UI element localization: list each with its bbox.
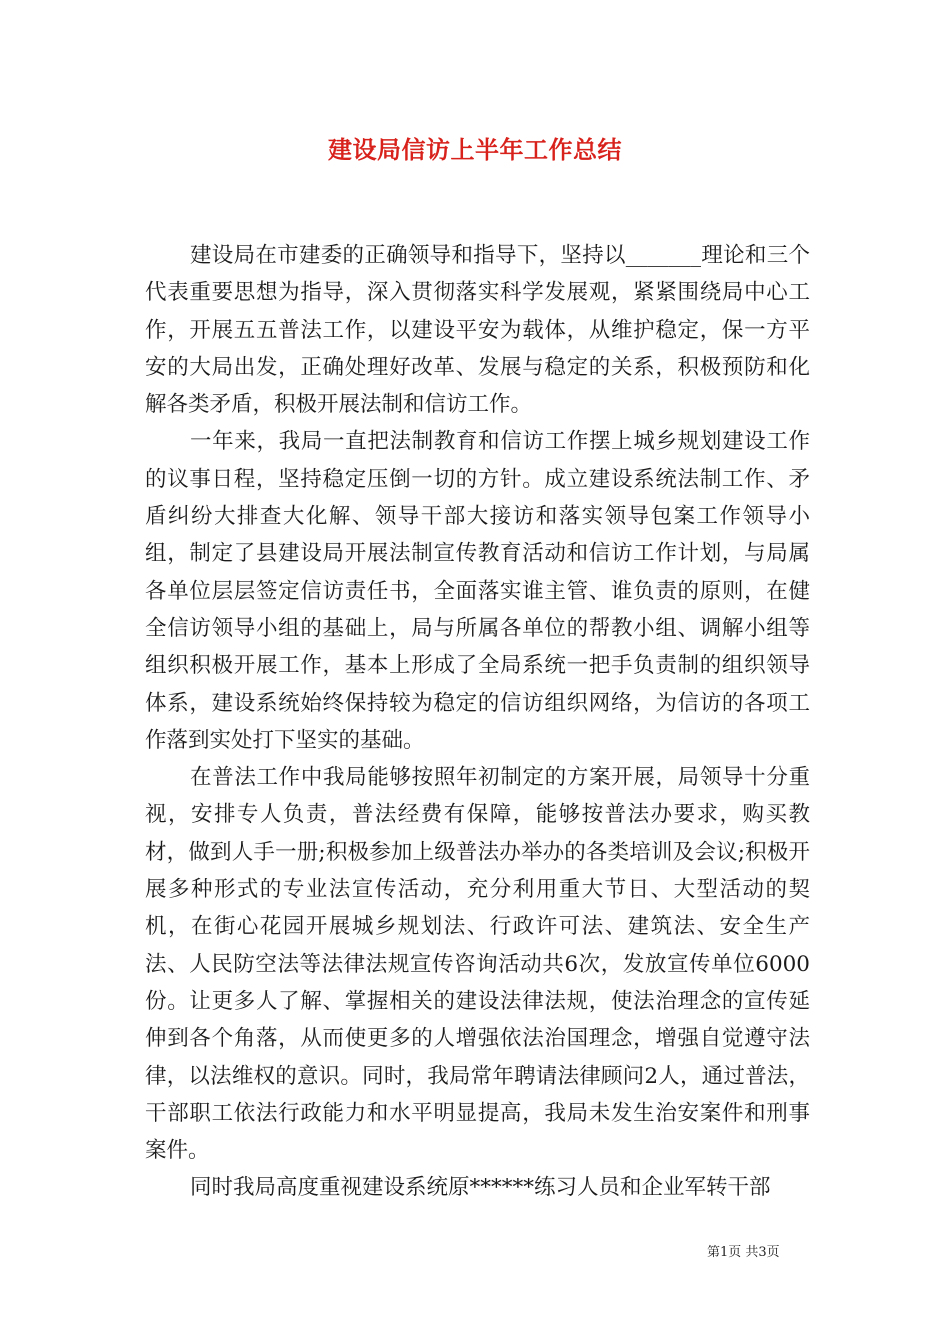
page-number-footer: 第1页 共3页 xyxy=(707,1245,780,1260)
paragraph-1: 建设局在市建委的正确领导和指导下，坚持以_______理论和三个代表重要思想为指导，深入贯彻落实科学发展观，紧紧围绕局中心工作，开展五五普法工作，以建设平安为载体，从维护稳定，保一方平安的大局出发，正确处理好改革、发展与稳定的关系，积极预防和化解各类矛盾，积极开展法制和信访工作。 xyxy=(145,243,810,418)
document-body xyxy=(145,237,810,1207)
paragraph-2: 一年来，我局一直把法制教育和信访工作摆上城乡规划建设工作的议事日程，坚持稳定压倒一切的方针。成立建设系统法制工作、矛盾纠纷大排查大化解、领导干部大接访和落实领导包案工作领导小组，制定了县建设局开展法制宣传教育活动和信访工作计划，与局属各单位层层签定信访责任书，全面落实谁主管、谁负责的原则，在健全信访领导小组的基础上，局与所属各单位的帮教小组、调解小组等组织积极开展工作，基本上形成了全局系统一把手负责制的组织领导体系，建设系统始终保持较为稳定的信访组织网络，为信访的各项工作落到实处打下坚实的基础。 xyxy=(145,429,810,753)
document-title: 建设局信访上半年工作总结 xyxy=(328,136,622,164)
paragraph-4: 同时我局高度重视建设系统原******练习人员和企业军转干部 xyxy=(190,1175,771,1201)
paragraph-3: 在普法工作中我局能够按照年初制定的方案开展，局领导十分重视，安排专人负责，普法经费有保障，能够按普法办要求，购买教材，做到人手一册;积极参加上级普法办举办的各类培训及会议;积极开展多种形式的专业法宣传活动，充分利用重大节日、大型活动的契机，在街心花园开展城乡规划法、行政许可法、建筑法、安全生产法、人民防空法等法律法规宣传咨询活动共6次，发放宣传单位6000份。让更多人了解、掌握相关的建设法律法规，使法治理念的宣传延伸到各个角落，从而使更多的人增强依法治国理念，增强自觉遵守法律，以法维权的意识。同时，我局常年聘请法律顾问2人，通过普法，干部职工依法行政能力和水平明显提高，我局未发生治安案件和刑事案件。 xyxy=(145,765,810,1164)
